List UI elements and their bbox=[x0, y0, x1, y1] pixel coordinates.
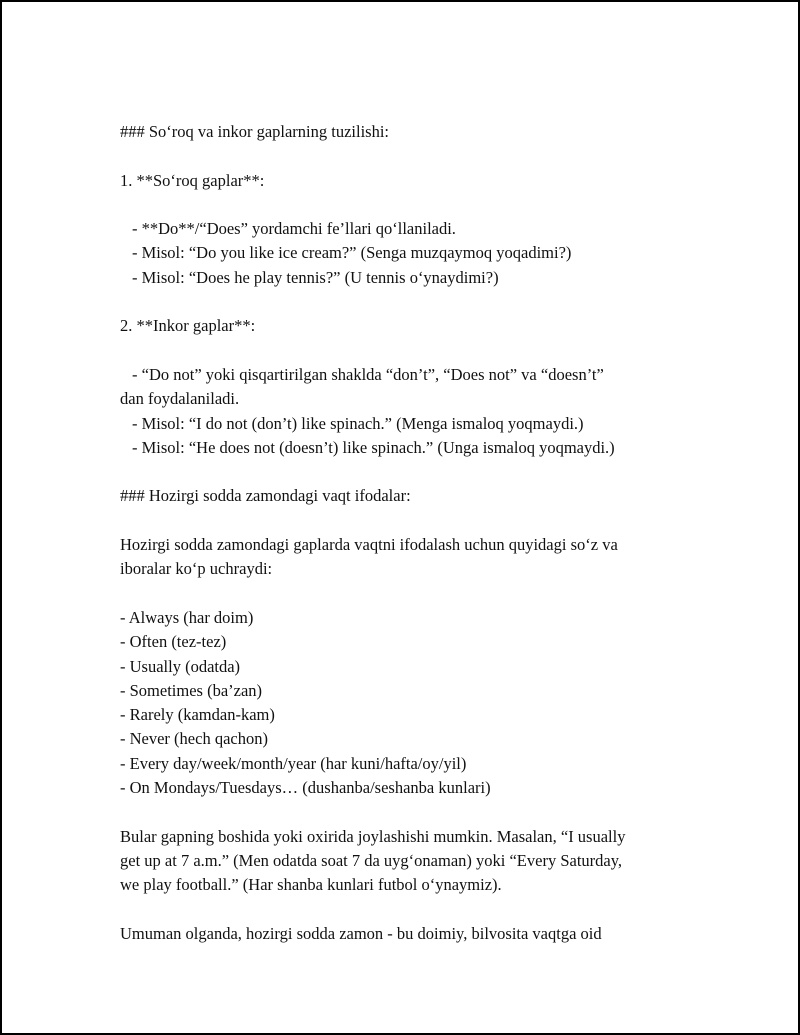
heading-question-negative: ### So‘roq va inkor gaplarning tuzilishi: bbox=[120, 122, 390, 141]
paragraph-line: Umuman olganda, hozirgi sodda zamon - bu doimiy, bilvosita vaqtga oid bbox=[120, 923, 602, 943]
list-item: - Usually (odatda) bbox=[120, 656, 241, 676]
list-item: - Often (tez-tez) bbox=[120, 632, 227, 652]
list-item: - On Mondays/Tuesdays… (dushanba/seshanba kunlari) bbox=[120, 778, 491, 798]
list-item: - Never (hech qachon) bbox=[120, 729, 268, 749]
section-1-title: 1. **So‘roq gaplar**: bbox=[120, 170, 265, 190]
list-item-continuation: dan foydalaniladi. bbox=[120, 389, 240, 409]
paragraph-line: iboralar ko‘p uchraydi: bbox=[120, 559, 273, 579]
paragraph-line: get up at 7 a.m.” (Men odatda soat 7 da uyg‘onaman) yoki “Every Saturday, bbox=[120, 850, 623, 870]
list-item: - “Do not” yoki qisqartirilgan shaklda “don’t”, “Does not” va “doesn’t” bbox=[132, 364, 604, 384]
list-item: - Always (har doim) bbox=[120, 607, 254, 627]
heading-time-expressions: ### Hozirgi sodda zamondagi vaqt ifodalar: bbox=[120, 486, 411, 506]
list-item: - Every day/week/month/year (har kuni/hafta/oy/yil) bbox=[120, 753, 467, 773]
paragraph-line: Bular gapning boshida yoki oxirida joylashishi mumkin. Masalan, “I usually bbox=[120, 826, 626, 846]
list-item: - Rarely (kamdan-kam) bbox=[120, 705, 275, 725]
section-2-title: 2. **Inkor gaplar**: bbox=[120, 316, 256, 336]
paragraph-line: Hozirgi sodda zamondagi gaplarda vaqtni ifodalash uchun quyidagi so‘z va bbox=[120, 535, 618, 555]
document-body bbox=[120, 120, 700, 946]
list-item: - Misol: “He does not (doesn’t) like spinach.” (Unga ismaloq yoqmaydi.) bbox=[132, 437, 615, 457]
list-item: - Misol: “I do not (don’t) like spinach.” (Menga ismaloq yoqmaydi.) bbox=[132, 413, 584, 433]
list-item: - Sometimes (ba’zan) bbox=[120, 680, 263, 700]
list-item: - Misol: “Does he play tennis?” (U tennis o‘ynaydimi?) bbox=[132, 267, 499, 287]
list-item: - Misol: “Do you like ice cream?” (Senga muzqaymoq yoqadimi?) bbox=[132, 243, 572, 263]
list-item: - **Do**/“Does” yordamchi fe’llari qo‘llaniladi. bbox=[132, 219, 456, 239]
paragraph-line: we play football.” (Har shanba kunlari futbol o‘ynaymiz). bbox=[120, 875, 502, 895]
